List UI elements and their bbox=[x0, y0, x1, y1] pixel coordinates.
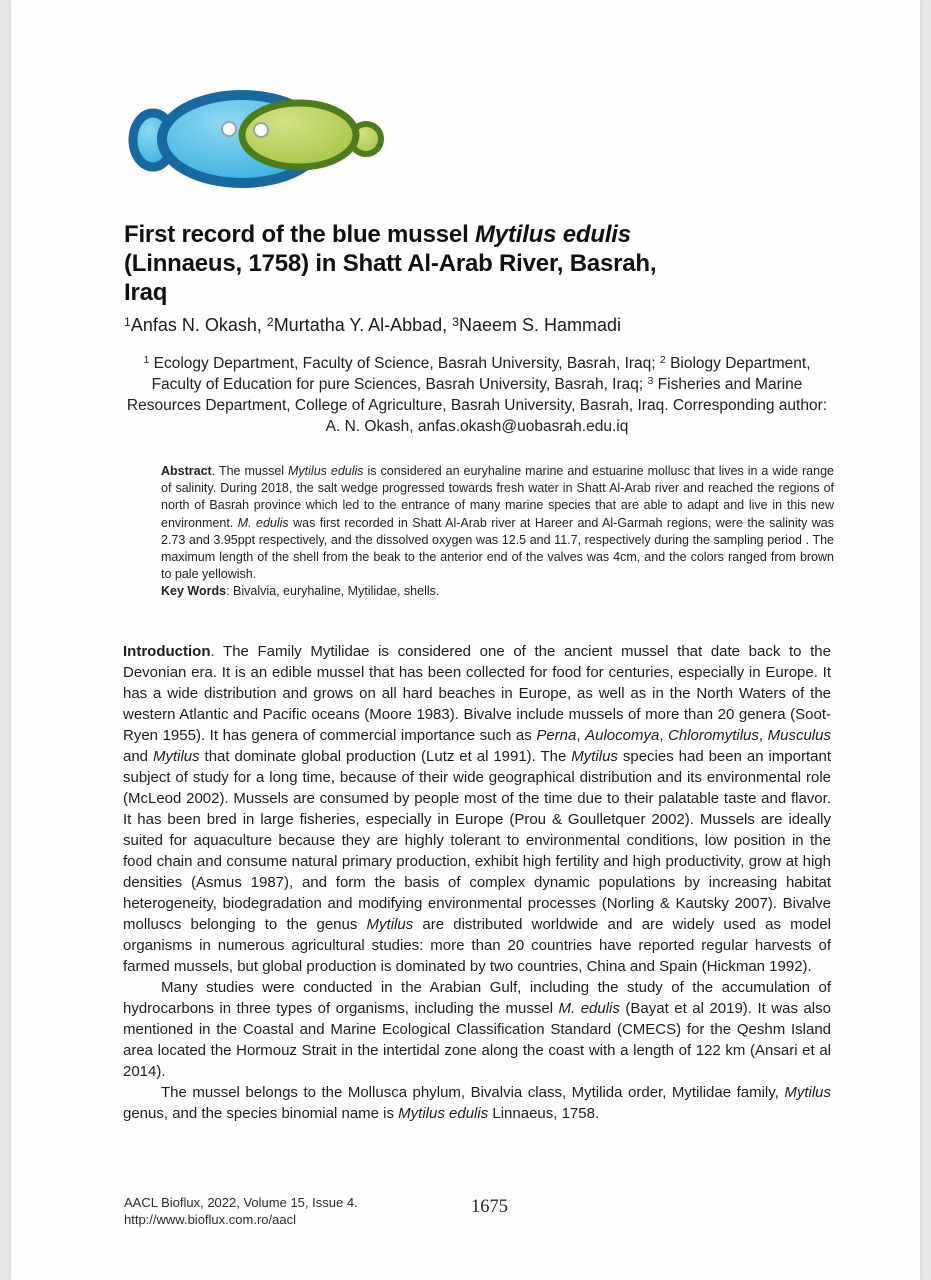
two-fish-logo-icon bbox=[125, 90, 385, 192]
introduction-paragraph-2: Many studies were conducted in the Arabian Gulf, including the study of the accumulation of hydrocarbons in three types of organisms, including the mussel M. edulis (Bayat et al 2019). It was also mentioned in the Coastal and Marine Ecological Classification Standard (CMECS) for the Qeshm Island area located the Hormouz Strait in the intertidal zone along the coast with a length of 122 km (Ansari et al 2014). bbox=[123, 979, 831, 1080]
paper-page bbox=[11, 0, 920, 1280]
journal-logo bbox=[125, 90, 385, 192]
introduction-section bbox=[123, 641, 831, 1124]
paper-title: First record of the blue mussel Mytilus edulis (Linnaeus, 1758) in Shatt Al-Arab River, Basrah, Iraq bbox=[124, 221, 657, 306]
abstract-section bbox=[161, 463, 834, 601]
page-number: 1675 bbox=[471, 1197, 508, 1217]
abstract-text: Abstract. The mussel Mytilus edulis is considered an euryhaline marine and estuarine mollusc that lives in a wide range of salinity. During 2018, the salt wedge progressed towards fresh water in Shatt Al-Arab river and reached the regions of north of Basrah province which led to the entrance of many marine species that are able to adapt and live in this new environment. M. edulis was first recorded in Shatt Al-Arab river at Hareer and Al-Garmah regions, were the salinity was 2.73 and 3.95ppt respectively, and the dissolved oxygen was 12.5 and 11.7, respectively during the sampling period . The maximum length of the shell from the beak to the anterior end of the valves was 4cm, and the colors ranged from brown to pale yellowish. bbox=[161, 464, 834, 582]
affiliations-block: $^1$ Ecology Department, Faculty of Science, Basrah University, Basrah, Iraq; $^2$ Biology Department, Faculty of Education for pure Sciences, Basrah University, Basrah, Iraq; $^3$ Fisheries and Marine Resources Department, College of Agriculture, Basrah University, Basrah, Iraq. Corresponding author: A. N. Okash, anfas.okash@uobasrah.edu.iq bbox=[126, 354, 828, 435]
footer-journal-line: AACL Bioflux, 2022, Volume 15, Issue 4. bbox=[124, 1195, 358, 1210]
introduction-paragraph-3: The mussel belongs to the Mollusca phylum, Bivalvia class, Mytilida order, Mytilidae family, Mytilus genus, and the species binomial name is Mytilus edulis Linnaeus, 1758. bbox=[123, 1084, 831, 1122]
keywords-line: Key Words: Bivalvia, euryhaline, Mytilidae, shells. bbox=[161, 584, 440, 599]
authors-line: $^1$Anfas N. Okash, $^2$Murtatha Y. Al-Abbad, $^3$Naeem S. Hammadi bbox=[124, 314, 622, 335]
page-footer bbox=[124, 1195, 832, 1228]
footer-url: http://www.bioflux.com.ro/aacl bbox=[124, 1211, 296, 1227]
introduction-paragraph-1: Introduction. The Family Mytilidae is considered one of the ancient mussel that date back to the Devonian era. It is an edible mussel that has been collected for food for centuries, especially in Europe. It has a wide distribution and grows on all hard beaches in Europe, as well as in the North Waters of the western Atlantic and Pacific oceans (Moore 1983). Bivalve include mussels of more than 20 genera (Soot-Ryen 1955). It has genera of commercial importance such as Perna, Aulocomya, Chloromytilus, Musculus and Mytilus that dominate global production (Lutz et al 1991). The Mytilus species had been an important subject of study for a long time, because of their wide geographical distribution and its environmental role (McLeod 2002). Mussels are consumed by people most of the time due to their palatable taste and flavor. It has been bred in large fisheries, especially in Europe (Prou & Goulletquer 2002). Mussels are ideally suited for aquaculture because they are highly tolerant to environmental conditions, low position in the food chain and consume natural primary production, exhibit high fertility and high productivity, grow at high densities (Asmus 1987), and form the basis of complex dynamic populations by increasing habitat heterogeneity, biodegradation and modifying environmental processes (Norling & Kautsky 2007). Bivalve molluscs belonging to the genus Mytilus are distributed worldwide and are widely used as model organisms in numerous agricultural studies: more than 20 countries have reported regular harvests of farmed mussels, but global production is dominated by two countries, China and Spain (Hickman 1992). bbox=[123, 643, 831, 975]
